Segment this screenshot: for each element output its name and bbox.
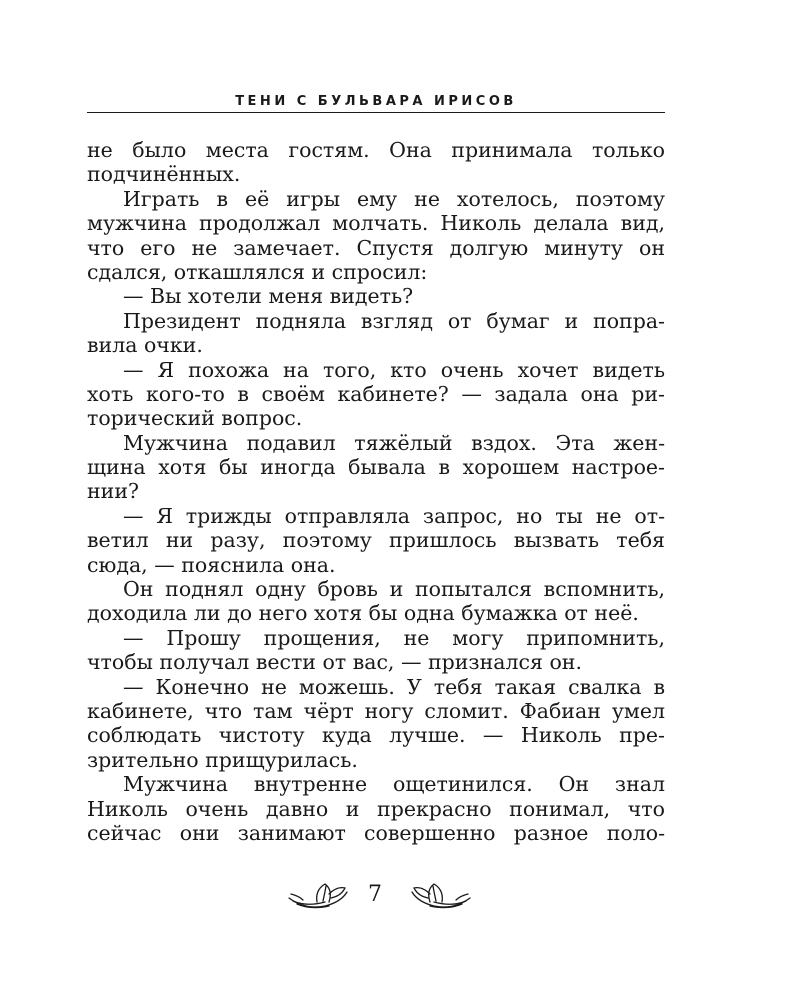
leaf-ornament-icon	[285, 880, 351, 914]
page-footer	[0, 878, 800, 918]
text-line: доходила ли до него хотя бы одна бумажка от неё.	[87, 601, 639, 626]
body-text	[87, 138, 665, 845]
text-line: — Я похожа на того, кто очень хочет видеть	[123, 357, 665, 382]
text-line: — Вы хотели меня видеть?	[123, 284, 414, 309]
text-line: кабинете, что там чёрт ногу сломит. Фабиан умел	[87, 698, 665, 723]
text-line: сдался, откашлялся и спросил:	[87, 259, 428, 284]
running-title: ТЕНИ С БУЛЬВАРА ИРИСОВ	[235, 94, 517, 109]
text-line: сюда, — пояснила она.	[87, 552, 336, 577]
text-line: чтобы получал вести от вас, — признался он.	[87, 650, 582, 675]
text-line: торический вопрос.	[87, 406, 303, 431]
text-line: что его не замечает. Спустя долгую минуту он	[87, 235, 665, 260]
text-line: — Конечно не можешь. У тебя такая свалка в	[123, 674, 665, 699]
text-line: нии?	[87, 479, 139, 504]
text-line: сейчас они занимают совершенно разное поло-	[87, 820, 665, 845]
leaf-ornament-icon	[408, 880, 474, 914]
text-line: Президент подняла взгляд от бумаг и попра-	[123, 308, 665, 333]
text-line: вила очки.	[87, 333, 203, 358]
text-line: зрительно прищурилась.	[87, 747, 358, 772]
page-number: 7	[368, 882, 382, 907]
text-line: Мужчина подавил тяжёлый вздох. Эта жен-	[123, 430, 665, 455]
running-header	[87, 90, 665, 113]
text-line: соблюдать чистоту куда лучше. — Николь пре-	[87, 723, 665, 748]
text-line: не было места гостям. Она принимала только	[87, 138, 665, 162]
text-line: — Я трижды отправляла запрос, но ты не от-	[123, 503, 665, 528]
text-line: — Прошу прощения, не могу припомнить,	[123, 625, 665, 650]
text-line: ветил ни разу, поэтому пришлось вызвать тебя	[87, 528, 665, 553]
text-line: мужчина продолжал молчать. Николь делала вид,	[87, 211, 665, 236]
text-line: щина хотя бы иногда бывала в хорошем настрое-	[87, 455, 665, 480]
text-line: подчинённых.	[87, 162, 241, 187]
text-line: Играть в её игры ему не хотелось, поэтому	[123, 186, 665, 211]
text-line: Николь очень давно и прекрасно понимал, что	[87, 796, 665, 821]
text-line: Мужчина внутренне ощетинился. Он знал	[123, 772, 665, 797]
text-line: Он поднял одну бровь и попытался вспомнить,	[123, 577, 665, 602]
text-line: хоть кого-то в своём кабинете? — задала она ри-	[87, 381, 665, 406]
